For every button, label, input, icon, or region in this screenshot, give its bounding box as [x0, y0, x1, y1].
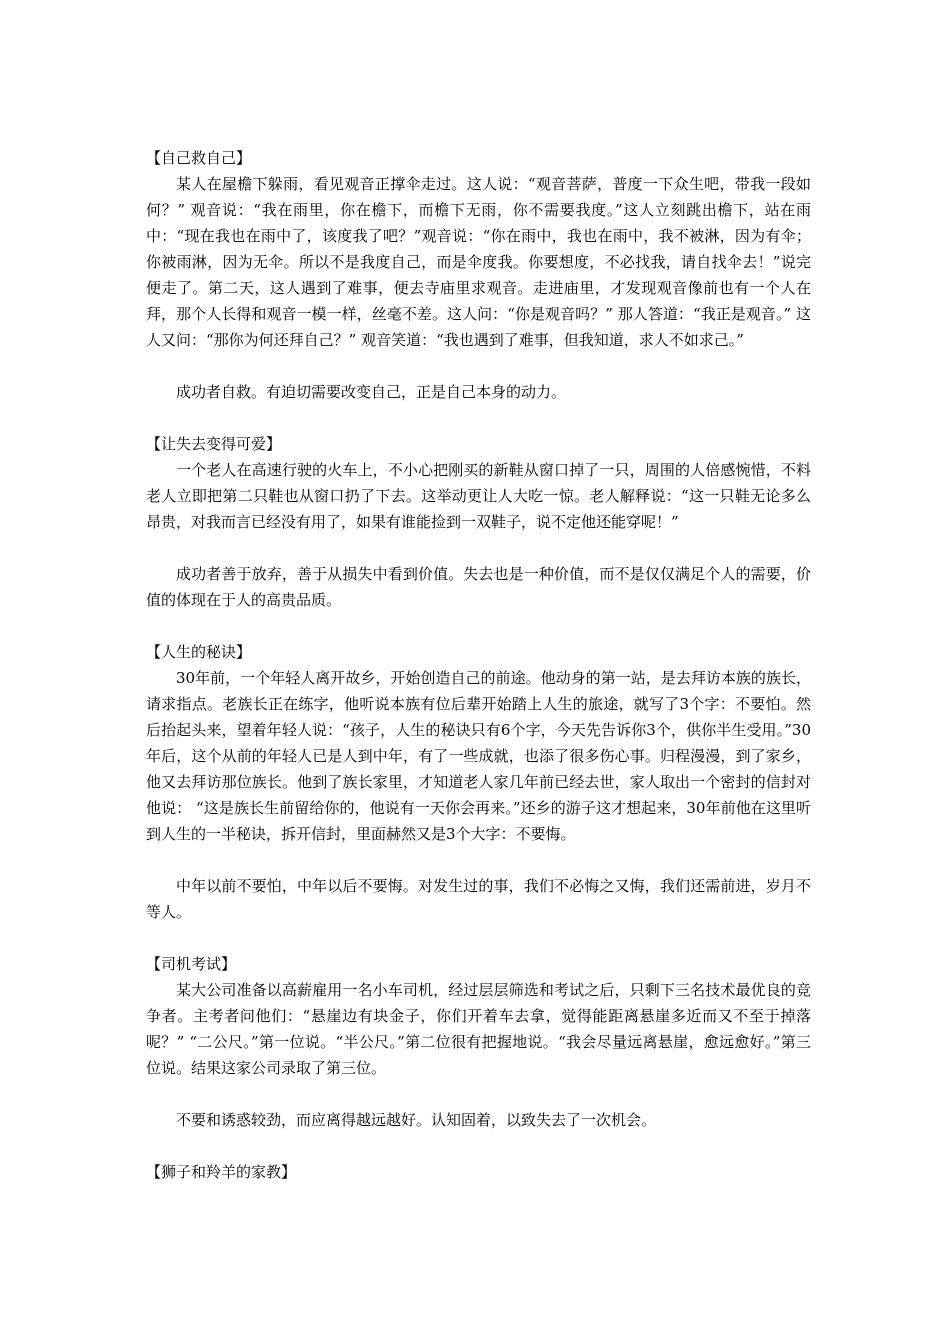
spacer: [146, 535, 811, 561]
spacer: [146, 847, 811, 873]
section-heading: 【自己救自己】: [146, 149, 252, 167]
story-paragraph: 某大公司准备以高薪雇用一名小车司机，经过层层筛选和考试之后，只剩下三名技术最优良的竞争者。主考者问他们：“悬崖边有块金子，你们开着车去拿，觉得能距离悬崖多近而又不至于掉落呢？” “二公尺。”第一位说。“半公尺。”第二位很有把握地说。“我会尽量远离悬崖，愈远愈好。”第三位说。结果这家公司录取了第三位。: [146, 981, 811, 1077]
story-paragraph: 一个老人在高速行驶的火车上，不小心把刚买的新鞋从窗口掉了一只，周围的人倍感惋惜，不料老人立即把第二只鞋也从窗口扔了下去。这举动更让人大吃一惊。老人解释说：“这一只鞋无论多么昂贵，对我而言已经没有用了，如果有谁能捡到一双鞋子，说不定他还能穿呢！”: [146, 461, 811, 531]
spacer: [146, 1133, 811, 1159]
moral-paragraph: 成功者自救。有迫切需要改变自己，正是自己本身的动力。: [176, 383, 567, 401]
section-driver-exam: [146, 951, 811, 1159]
section-lovable-loss: [146, 431, 811, 639]
section-life-secret: [146, 639, 811, 951]
spacer: [146, 353, 811, 379]
section-heading: 【狮子和羚羊的家教】: [146, 1163, 297, 1181]
spacer: [146, 405, 811, 431]
section-lion-antelope: [146, 1159, 811, 1185]
story-paragraph: 某人在屋檐下躲雨，看见观音正撑伞走过。这人说：“观音菩萨，普度一下众生吧，带我一段如何？” 观音说：“我在雨里，你在檐下，而檐下无雨，你不需要我度。”这人立刻跳出檐下，站在雨中：“现在我也在雨中了，该度我了吧？”观音说：“你在雨中，我也在雨中，我不被淋，因为有伞；你被雨淋，因为无伞。所以不是我度自己，而是伞度我。你要想度，不必找我，请自找伞去！”说完便走了。第二天，这人遇到了难事，便去寺庙里求观音。走进庙里，才发现观音像前也有一个人在拜，那个人长得和观音一模一样，丝毫不差。这人问：“你是观音吗？” 那人答道：“我正是观音。” 这人又问：“那你为何还拜自己？” 观音笑道：“我也遇到了难事，但我知道，求人不如求己。”: [146, 175, 811, 349]
spacer: [146, 925, 811, 951]
moral-paragraph: 成功者善于放弃，善于从损失中看到价值。失去也是一种价值，而不是仅仅满足个人的需要，价值的体现在于人的高贵品质。: [146, 565, 811, 609]
section-heading: 【司机考试】: [146, 955, 237, 973]
section-self-rescue: [146, 145, 811, 431]
story-paragraph: 30年前，一个年轻人离开故乡，开始创造自己的前途。他动身的第一站，是去拜访本族的族长，请求指点。老族长正在练字，他听说本族有位后辈开始踏上人生的旅途，就写了3个字：不要怕。然后抬起头来，望着年轻人说：“孩子，人生的秘诀只有6个字，今天先告诉你3个，供你半生受用。”30年后，这个从前的年轻人已是人到中年，有了一些成就，也添了很多伤心事。归程漫漫，到了家乡，他又去拜访那位族长。他到了族长家里，才知道老人家几年前已经去世，家人取出一个密封的信封对他说： “这是族长生前留给你的，他说有一天你会再来。”还乡的游子这才想起来，30年前他在这里听到人生的一半秘诀，拆开信封，里面赫然又是3个大字：不要悔。: [146, 669, 811, 843]
moral-paragraph: 不要和诱惑较劲，而应离得越远越好。认知固着，以致失去了一次机会。: [176, 1111, 657, 1129]
spacer: [146, 1081, 811, 1107]
moral-paragraph: 中年以前不要怕，中年以后不要悔。对发生过的事，我们不必悔之又悔，我们还需前进，岁月不等人。: [146, 877, 811, 921]
section-heading: 【人生的秘诀】: [146, 643, 252, 661]
spacer: [146, 613, 811, 639]
section-heading: 【让失去变得可爱】: [146, 435, 282, 453]
document-page: [146, 145, 811, 1185]
